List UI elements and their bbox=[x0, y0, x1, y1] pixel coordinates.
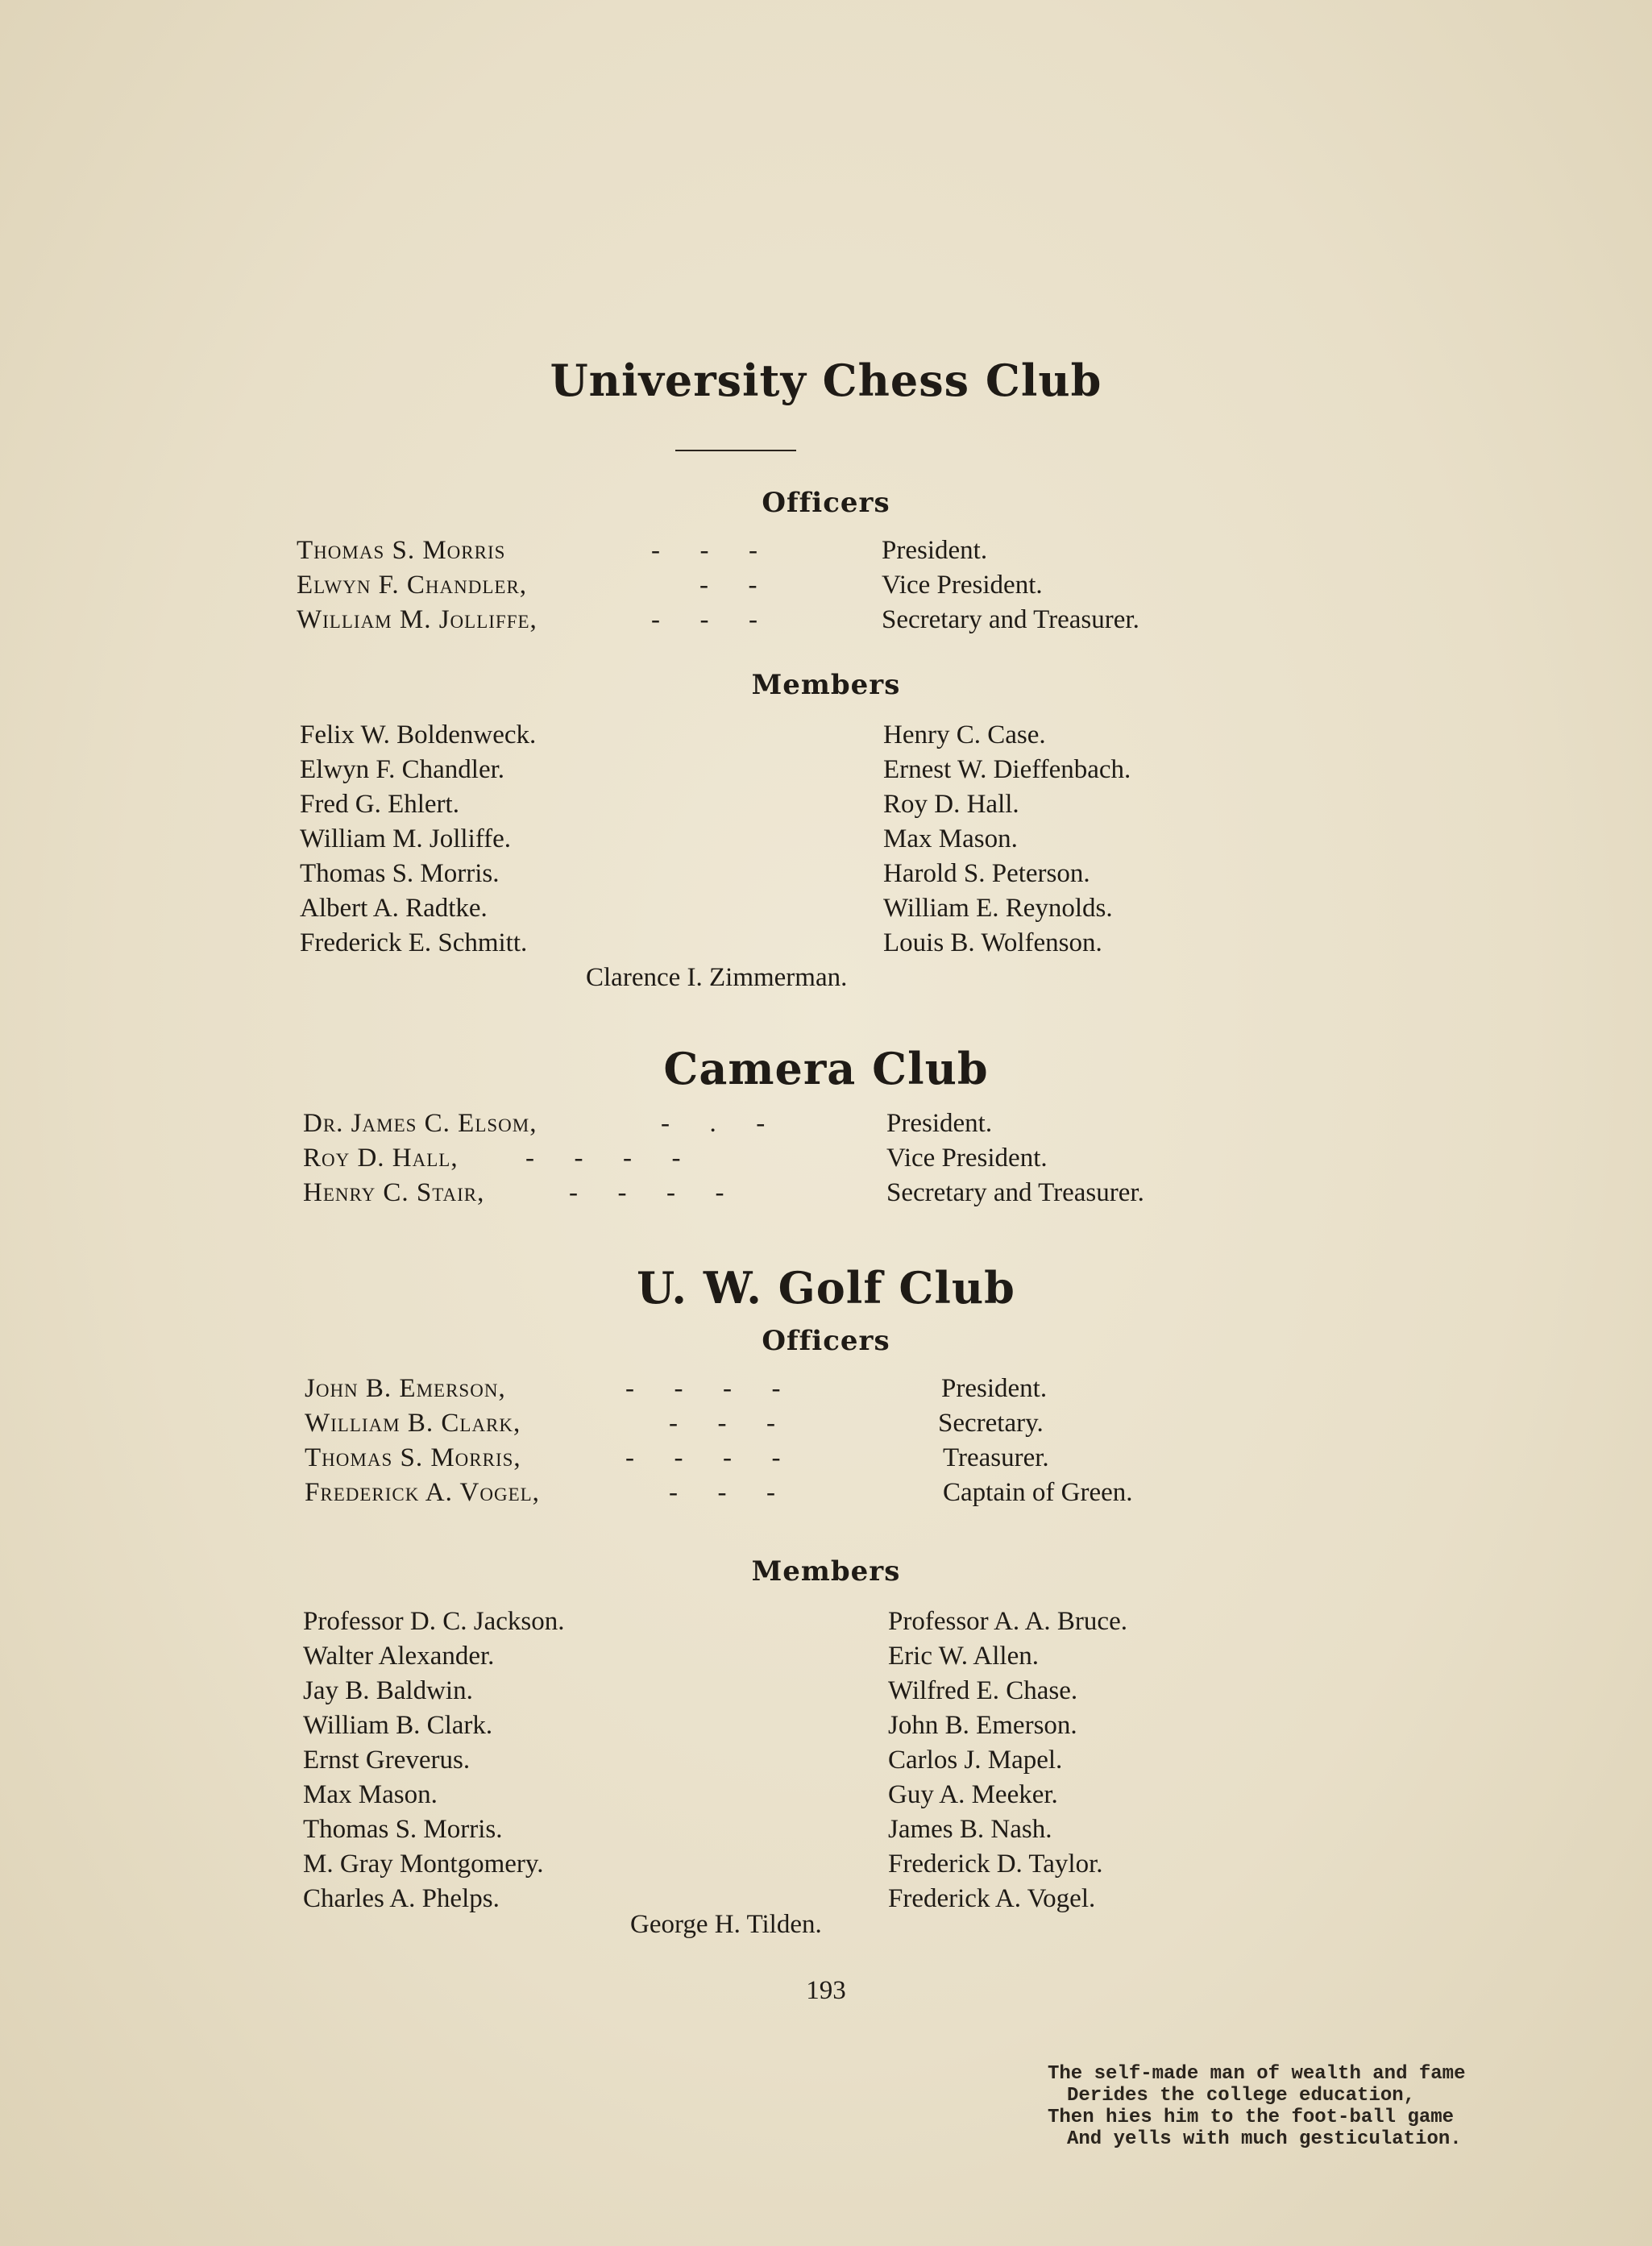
leader-dashes: - - - bbox=[651, 536, 758, 565]
member-name: Frederick A. Vogel. bbox=[888, 1884, 1096, 1913]
chess-officer-role: Secretary and Treasurer. bbox=[882, 605, 1139, 634]
verse-line: The self-made man of wealth and fame bbox=[1048, 2063, 1466, 2085]
member-name: Harold S. Peterson. bbox=[883, 859, 1090, 888]
golf-officer-name: Frederick A. Vogel, bbox=[305, 1478, 540, 1507]
chess-club-title: University Chess Club bbox=[550, 355, 1102, 406]
member-name: Elwyn F. Chandler. bbox=[300, 755, 505, 784]
member-name: Max Mason. bbox=[303, 1780, 438, 1809]
member-name: Frederick E. Schmitt. bbox=[300, 928, 528, 957]
member-name: Thomas S. Morris. bbox=[303, 1815, 503, 1844]
member-name: Jay B. Baldwin. bbox=[303, 1676, 473, 1705]
member-name: Wilfred E. Chase. bbox=[888, 1676, 1078, 1705]
member-name: Carlos J. Mapel. bbox=[888, 1746, 1063, 1775]
member-name: Thomas S. Morris. bbox=[300, 859, 500, 888]
member-name: Roy D. Hall. bbox=[883, 790, 1019, 819]
golf-officers-heading: Officers bbox=[762, 1325, 890, 1357]
camera-officer-name: Roy D. Hall, bbox=[303, 1144, 459, 1173]
member-name: Max Mason. bbox=[883, 824, 1018, 853]
golf-club-title: U. W. Golf Club bbox=[637, 1262, 1015, 1314]
golf-officer-role: Secretary. bbox=[938, 1409, 1044, 1438]
member-name: Ernst Greverus. bbox=[303, 1746, 471, 1775]
golf-officer-role: President. bbox=[941, 1374, 1048, 1403]
leader-dashes: - - bbox=[699, 571, 758, 600]
member-name: Eric W. Allen. bbox=[888, 1642, 1039, 1671]
member-name: Louis B. Wolfenson. bbox=[883, 928, 1102, 957]
title-divider bbox=[675, 450, 796, 451]
chess-officer-role: Vice President. bbox=[882, 571, 1043, 600]
chess-officer-name: William M. Jolliffe, bbox=[297, 605, 538, 634]
leader-dashes: - - - - bbox=[569, 1178, 724, 1207]
leader-dashes: - . - bbox=[661, 1109, 766, 1138]
member-name: Professor A. A. Bruce. bbox=[888, 1607, 1127, 1636]
verse-line: Then hies him to the foot-ball game bbox=[1048, 2107, 1455, 2128]
chess-members-heading: Members bbox=[751, 669, 901, 701]
member-name: William B. Clark. bbox=[303, 1711, 493, 1740]
golf-officer-role: Captain of Green. bbox=[943, 1478, 1133, 1507]
verse-line: Derides the college education, bbox=[1067, 2085, 1416, 2107]
chess-officer-name: Thomas S. Morris bbox=[297, 536, 506, 565]
golf-members-heading: Members bbox=[751, 1555, 901, 1588]
page-number: 193 bbox=[806, 1976, 846, 2005]
member-name: Fred G. Ehlert. bbox=[300, 790, 459, 819]
member-name: Frederick D. Taylor. bbox=[888, 1850, 1103, 1879]
member-name: William E. Reynolds. bbox=[883, 894, 1113, 923]
member-name: Walter Alexander. bbox=[303, 1642, 495, 1671]
member-name: John B. Emerson. bbox=[888, 1711, 1077, 1740]
camera-officer-role: President. bbox=[886, 1109, 993, 1138]
camera-officer-name: Dr. James C. Elsom, bbox=[303, 1109, 538, 1138]
leader-dashes: - - - - bbox=[625, 1374, 781, 1403]
golf-officer-role: Treasurer. bbox=[943, 1443, 1049, 1472]
member-name: Guy A. Meeker. bbox=[888, 1780, 1058, 1809]
camera-club-title: Camera Club bbox=[663, 1043, 989, 1094]
member-name: Felix W. Boldenweck. bbox=[300, 720, 537, 749]
member-name: William M. Jolliffe. bbox=[300, 824, 512, 853]
member-name: Ernest W. Dieffenbach. bbox=[883, 755, 1131, 784]
member-name: Professor D. C. Jackson. bbox=[303, 1607, 565, 1636]
member-name: James B. Nash. bbox=[888, 1815, 1052, 1844]
member-name: Charles A. Phelps. bbox=[303, 1884, 500, 1913]
member-name: Henry C. Case. bbox=[883, 720, 1046, 749]
chess-officers-heading: Officers bbox=[762, 487, 890, 519]
footer-verse bbox=[1048, 2063, 1465, 2150]
chess-officer-role: President. bbox=[882, 536, 988, 565]
leader-dashes: - - - bbox=[669, 1409, 775, 1438]
camera-officer-role: Vice President. bbox=[886, 1144, 1048, 1173]
member-name-center: Clarence I. Zimmerman. bbox=[586, 963, 848, 992]
leader-dashes: - - - - bbox=[625, 1443, 781, 1472]
chess-officer-name: Elwyn F. Chandler, bbox=[297, 571, 528, 600]
camera-officer-role: Secretary and Treasurer. bbox=[886, 1178, 1144, 1207]
golf-officer-name: William B. Clark, bbox=[305, 1409, 521, 1438]
member-name: M. Gray Montgomery. bbox=[303, 1850, 544, 1879]
golf-officer-name: John B. Emerson, bbox=[305, 1374, 506, 1403]
golf-officer-name: Thomas S. Morris, bbox=[305, 1443, 521, 1472]
camera-officer-name: Henry C. Stair, bbox=[303, 1178, 485, 1207]
member-name: Albert A. Radtke. bbox=[300, 894, 488, 923]
verse-line: And yells with much gesticulation. bbox=[1067, 2128, 1462, 2150]
leader-dashes: - - - bbox=[651, 605, 758, 634]
leader-dashes: - - - bbox=[669, 1478, 775, 1507]
leader-dashes: - - - - bbox=[525, 1144, 681, 1173]
member-name-center: George H. Tilden. bbox=[630, 1910, 822, 1939]
